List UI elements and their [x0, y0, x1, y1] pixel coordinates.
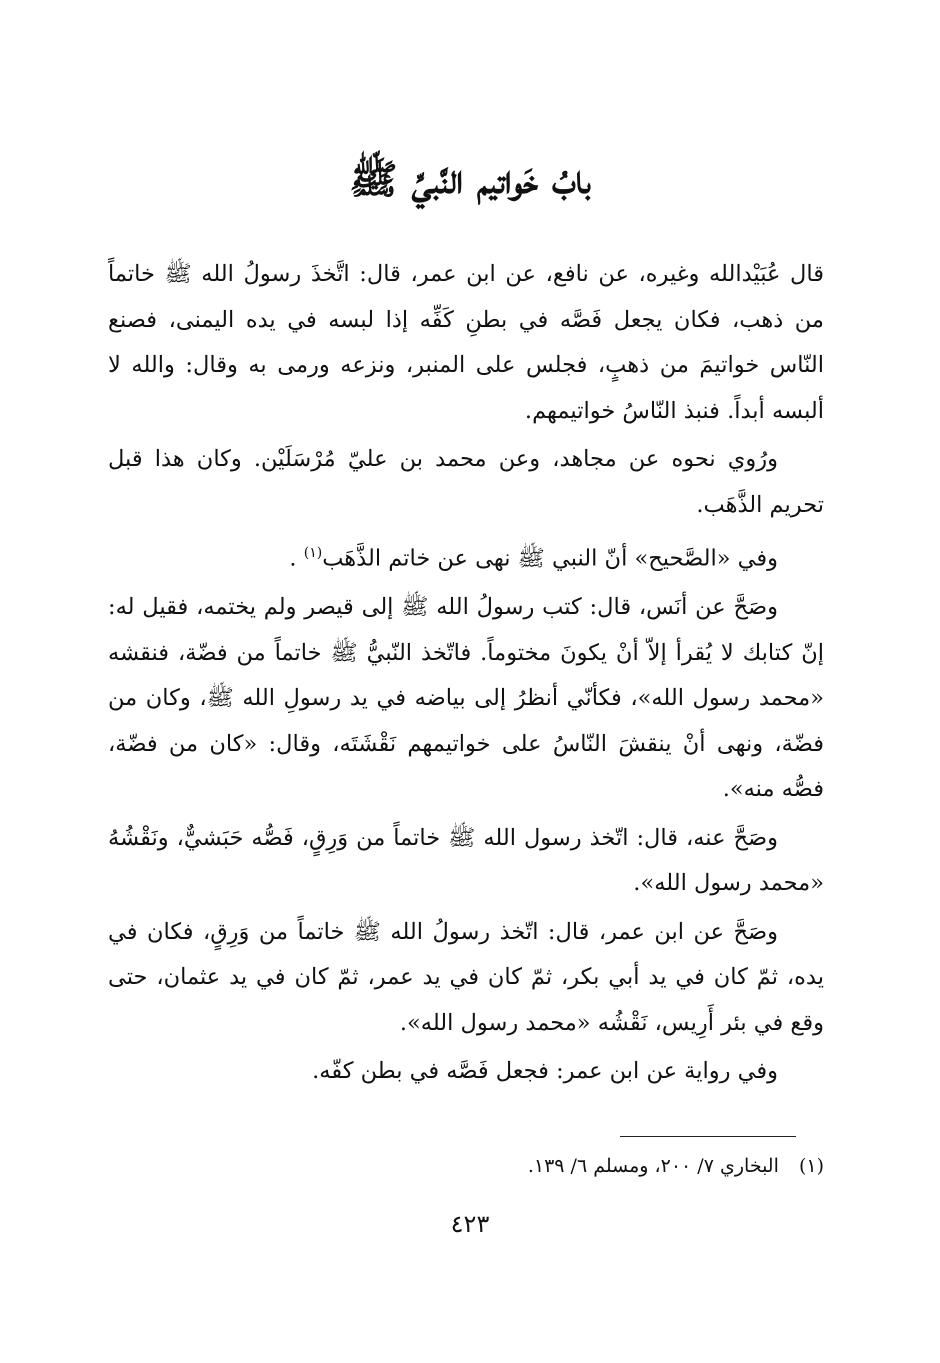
paragraph-4: وصَحَّ عن أنَس، قال: كتب رسولُ الله ﷺ إلى قيصر ولم يختمه، فقيل له: إنّ كتابك لا يُقرأ إلاّ أنْ يكونَ مختوماً. فاتّخذ النّبيُّ ﷺ خاتماً من فضّة، فنقشه «محمد رسول الله»، فكأنّي أنظرُ إلى بياضه في يد رسولِ الله ﷺ، وكان من فضّة، ونهى أنْ ينقشَ النّاسُ على خواتيمهم نَقْشَتَه، وقال: «كان من فضّة، فصُّه منه».: [108, 594, 824, 802]
footnote-divider: [620, 1136, 796, 1137]
paragraph-3-text: وفي «الصَّحيح» أنّ النبي ﷺ نهى عن خاتم الذَّهَب: [322, 545, 778, 572]
paragraph-3: وفي «الصَّحيح» أنّ النبي ﷺ نهى عن خاتم الذَّهَب$^{(١)}$ .: [289, 545, 778, 572]
footnote-reference[interactable]: (١): [303, 545, 323, 561]
paragraph-2: ورُوي نحوه عن مجاهد، وعن محمد بن عليّ مُرْسَلَيْن. وكان هذا قبل تحريم الذَّهَب.: [108, 446, 824, 518]
paragraph-5: وصَحَّ عنه، قال: اتّخذ رسول الله ﷺ خاتماً من وَرِقٍ، فَصُّه حَبَشيٌّ، ونَقْشُهُ «محمد رسول الله».: [108, 824, 824, 896]
footnote-number: (١): [798, 1155, 824, 1177]
chapter-title: بابُ خَواتيم النَّبيِّ ﷺ: [349, 155, 591, 203]
paragraph-6: وصَحَّ عن ابن عمر، قال: اتّخذ رسولُ الله ﷺ خاتماً من وَرِقٍ، فكان في يده، ثمّ كان في يد أبي بكر، ثمّ كان في يد عمر، ثمّ كان في يد عثمان، حتى وقع في بئر أَرِيس، نَقْشُه «محمد رسول الله».: [108, 918, 824, 1036]
paragraph-7: وفي رواية عن ابن عمر: فجعل فَصَّه في بطن كفّه.: [312, 1058, 778, 1084]
page-number: ٤٢٣: [450, 1210, 490, 1238]
footnote-text: البخاري ٧/ ٢٠٠، ومسلم ٦/ ١٣٩.: [527, 1155, 779, 1177]
footnote: [108, 1148, 824, 1184]
paragraph-1: قال عُبَيْدالله وغيره، عن نافع، عن ابن عمر، قال: اتَّخذَ رسولُ الله ﷺ خاتماً من ذهب، فكان يجعل فَصَّه في بطنِ كَفِّه إذا لبسه في يده اليمنى، فصنع النّاس خواتيمَ من ذهبٍ، فجلس على المنبر، ونزعه ورمى به وقال: والله لا ألبسه أبداً. فنبذ النّاسُ خواتيمهم.: [108, 261, 824, 424]
body-text: [108, 252, 824, 1098]
